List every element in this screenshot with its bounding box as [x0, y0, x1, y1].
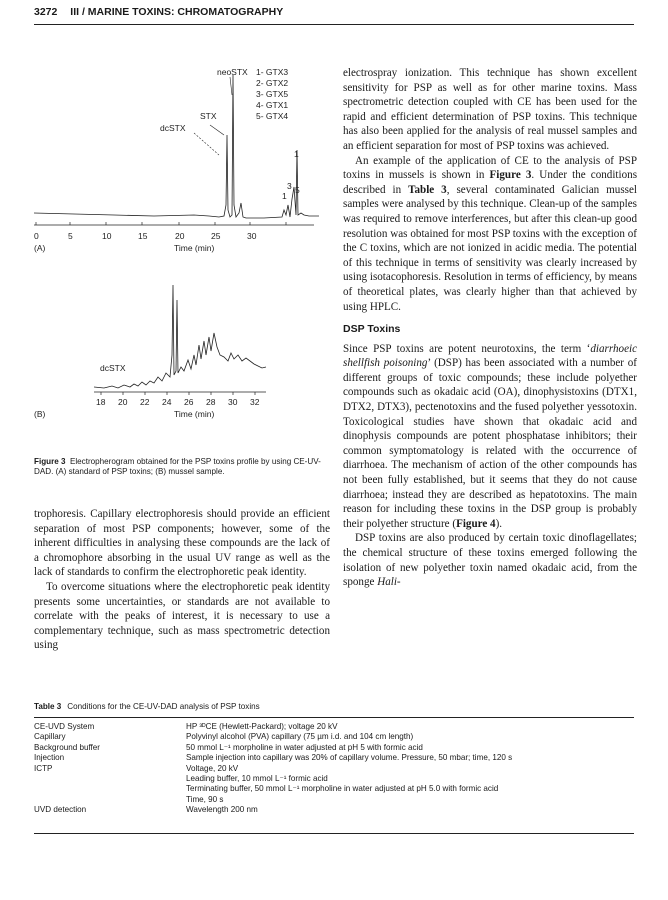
table-value: Polyvinyl alcohol (PVA) capillary (75 µm i.d. and 104 cm length) — [186, 732, 414, 742]
table-caption — [34, 702, 260, 711]
right-paragraph-1: electrospray ionization. This technique has shown excellent sensitivity for PSP as well as for other marine toxins. Mass spectrometric detection coupled with CE has been used for the rapid and efficient determination of PSP toxins. This technique has also been applied for the analysis of real mussel samples and an efficient separation for most of PSP toxins was achieved. — [343, 67, 637, 152]
panel-b-ticks — [101, 392, 255, 395]
conditions-table — [34, 722, 634, 816]
table-value: Leading buffer, 10 mmol L⁻¹ formic acid — [186, 774, 328, 784]
panel-a-tick-25: 25 — [211, 231, 221, 241]
panel-a-tick-0: 0 — [34, 231, 39, 241]
p3-text-a: Since PSP toxins are potent neurotoxins, the term ‘ — [343, 342, 591, 355]
electropherogram-figure — [34, 55, 334, 435]
panel-a-tick-30: 30 — [247, 231, 257, 241]
table-key — [34, 795, 186, 805]
table-key: CE-UVD System — [34, 722, 95, 731]
panel-b-tick-26: 26 — [184, 397, 194, 407]
panel-b-tick-24: 24 — [162, 397, 172, 407]
panel-a-tick-10: 10 — [102, 231, 112, 241]
table-row — [34, 784, 634, 794]
p2-text-c: , several contaminated Galician mussel samples were analysed by this technique. Clean-up of the samples was required to remove interferences, but after this clean-up good resolution was obtained for most PSP toxins with the exception of the C toxins, which are not ionized in acidic media. The potential of this technique in terms of sensitivity was clearly increased by using isotacophoresis. Resolution in terms of efficiency, by means of theoretical plates, was clearly higher than that achieved by using HPLC. — [343, 183, 637, 313]
caption-label: Figure 3 — [34, 457, 66, 466]
table-row — [34, 795, 634, 805]
stx-pointer — [210, 125, 224, 135]
table-title: Conditions for the CE-UV-DAD analysis of PSP toxins — [67, 702, 260, 711]
left-column — [34, 507, 330, 653]
panel-b-tick-30: 30 — [228, 397, 238, 407]
table-value: HP ³ᴰCE (Hewlett-Packard); voltage 20 kV — [186, 722, 338, 731]
figure-3-link[interactable]: Figure 3 — [489, 169, 532, 182]
peak-1-label: 1 — [294, 149, 299, 159]
legend-line-3: 3- GTX5 — [256, 89, 289, 99]
peak-3-label: 3 — [287, 181, 292, 191]
p2-text-a: An example of the application of CE to the analysis of PSP toxins in mussels is shown in — [343, 154, 637, 182]
p3-text-b: ’ (DSP) has been associated with a number of different groups of toxic compounds; these include polyether compounds such as okadaic acid (OA), dinophysistoxins (DTX1, DTX2, DTX3), pectenotoxins and the fused polyether yessotoxin. Toxicological studies have shown that okadaic acid and dinophysis compounds are potent phosphatase inhibitors; their common symptomatology is related with the occurrence of diarrhoea. The mechanism of action of the other compounds has not been fully established, but it seems that they do not cause diarrhoea; instead they are described as hepatotoxins. The main reason for including these toxins in the DSP group is probably their polyether structure ( — [343, 357, 637, 530]
right-paragraph-2 — [343, 154, 637, 315]
panel-b-tick-20: 20 — [118, 397, 128, 407]
header-rule — [34, 24, 634, 25]
panel-b-peak-label: dcSTX — [100, 363, 126, 373]
panel-a-tick-5: 5 — [68, 231, 73, 241]
panel-b-tick-28: 28 — [206, 397, 216, 407]
left-paragraph-1: trophoresis. Capillary electrophoresis should provide an efficient separation of most PSP components; however, some of the inherent difficulties in analysing these compounds are the lack of a chromophore absorbing in the usual UV range as well as the lack of standards to confirm the electrophoretic peak identity. — [34, 508, 330, 579]
p3-text-c: ). — [495, 517, 503, 530]
right-column — [343, 66, 637, 590]
running-title: III / MARINE TOXINS: CHROMATOGRAPHY — [70, 6, 284, 18]
running-header — [34, 6, 634, 22]
dcstx-label: dcSTX — [160, 123, 186, 133]
panel-b-tick-22: 22 — [140, 397, 150, 407]
table-value: Voltage, 20 kV — [186, 763, 239, 773]
table-top-rule — [34, 717, 634, 718]
figure-4-link[interactable]: Figure 4 — [456, 517, 496, 530]
panel-a-label: (A) — [34, 243, 46, 253]
panel-b-xlabel: Time (min) — [174, 409, 215, 419]
p3-emphasis: diarrhoeic shellfish poisoning — [343, 342, 637, 370]
legend-line-1: 1- GTX3 — [256, 67, 289, 77]
right-paragraph-4 — [343, 531, 637, 589]
table-key — [34, 774, 186, 784]
table-key: Capillary — [34, 732, 66, 742]
table-key: Injection — [34, 753, 65, 763]
table-row — [34, 753, 634, 763]
table-key: UVD detection — [34, 805, 87, 815]
table-label: Table 3 — [34, 702, 62, 711]
table-row — [34, 774, 634, 784]
table-value: Sample injection into capillary was 20% of capillary volume. Pressure, 50 mbar; time, 120 s — [186, 753, 513, 763]
table-row — [34, 805, 634, 815]
p2-text-b: . Under the conditions described in — [343, 169, 638, 196]
table-value: Wavelength 200 nm — [186, 805, 258, 815]
neostx-pointer — [230, 77, 232, 95]
right-paragraph-3 — [343, 342, 637, 532]
table-bottom-rule — [34, 833, 634, 834]
panel-b-tick-32: 32 — [250, 397, 260, 407]
panel-b-label: (B) — [34, 409, 46, 419]
table-value: 50 mmol L⁻¹ morpholine in water adjusted at pH 5 with formic acid — [186, 742, 423, 752]
panel-b-tick-18: 18 — [96, 397, 106, 407]
caption-text: Electropherogram obtained for the PSP toxins profile by using CE-UV-DAD. (A) standard of PSP toxins; (B) mussel sample. — [34, 457, 321, 476]
figure-caption — [34, 457, 332, 477]
table-key — [34, 784, 186, 794]
section-heading-dsp: DSP Toxins — [343, 323, 401, 336]
panel-a-xlabel: Time (min) — [174, 243, 215, 253]
legend-line-2: 2- GTX2 — [256, 78, 289, 88]
peak-5-label: 5 — [295, 185, 300, 195]
table-key: Background buffer — [34, 742, 100, 752]
table-row — [34, 764, 634, 774]
legend-line-5: 5- GTX4 — [256, 111, 289, 121]
stx-label: STX — [200, 111, 217, 121]
table-row — [34, 732, 634, 742]
table-row — [34, 722, 634, 732]
p4-text-a: DSP toxins are also produced by certain toxic dinoflagellates; the chemical structure of these toxins emerged following the isolation of new polyether toxin named okadaic acid, from the sponge — [343, 532, 637, 589]
table-row — [34, 743, 634, 753]
panel-a-tick-20: 20 — [175, 231, 185, 241]
neostx-label: neoSTX — [217, 67, 248, 77]
panel-a-tick-15: 15 — [138, 231, 148, 241]
dcstx-pointer — [194, 133, 219, 155]
table-value: Terminating buffer, 50 mmol L⁻¹ morpholine in water adjusted at pH 5.0 with formic acid — [186, 784, 499, 794]
table-value: Time, 90 s — [186, 794, 224, 804]
table-3-link[interactable]: Table 3 — [408, 183, 447, 196]
page-number: 3272 — [34, 6, 58, 18]
left-paragraph-2: To overcome situations where the electrophoretic peak identity presents some uncertainties, or standards are not available to correlate with the peaks of interest, it is necessary to use a complementary technique, such as mass spectrometric detection using — [34, 580, 330, 652]
legend-line-4: 4- GTX1 — [256, 100, 289, 110]
table-key: ICTP — [34, 763, 53, 773]
panel-a-ticks — [36, 222, 286, 225]
peak-1b-label: 1 — [282, 191, 287, 201]
p4-emphasis: Hali- — [377, 576, 401, 589]
figure-3 — [34, 55, 334, 435]
